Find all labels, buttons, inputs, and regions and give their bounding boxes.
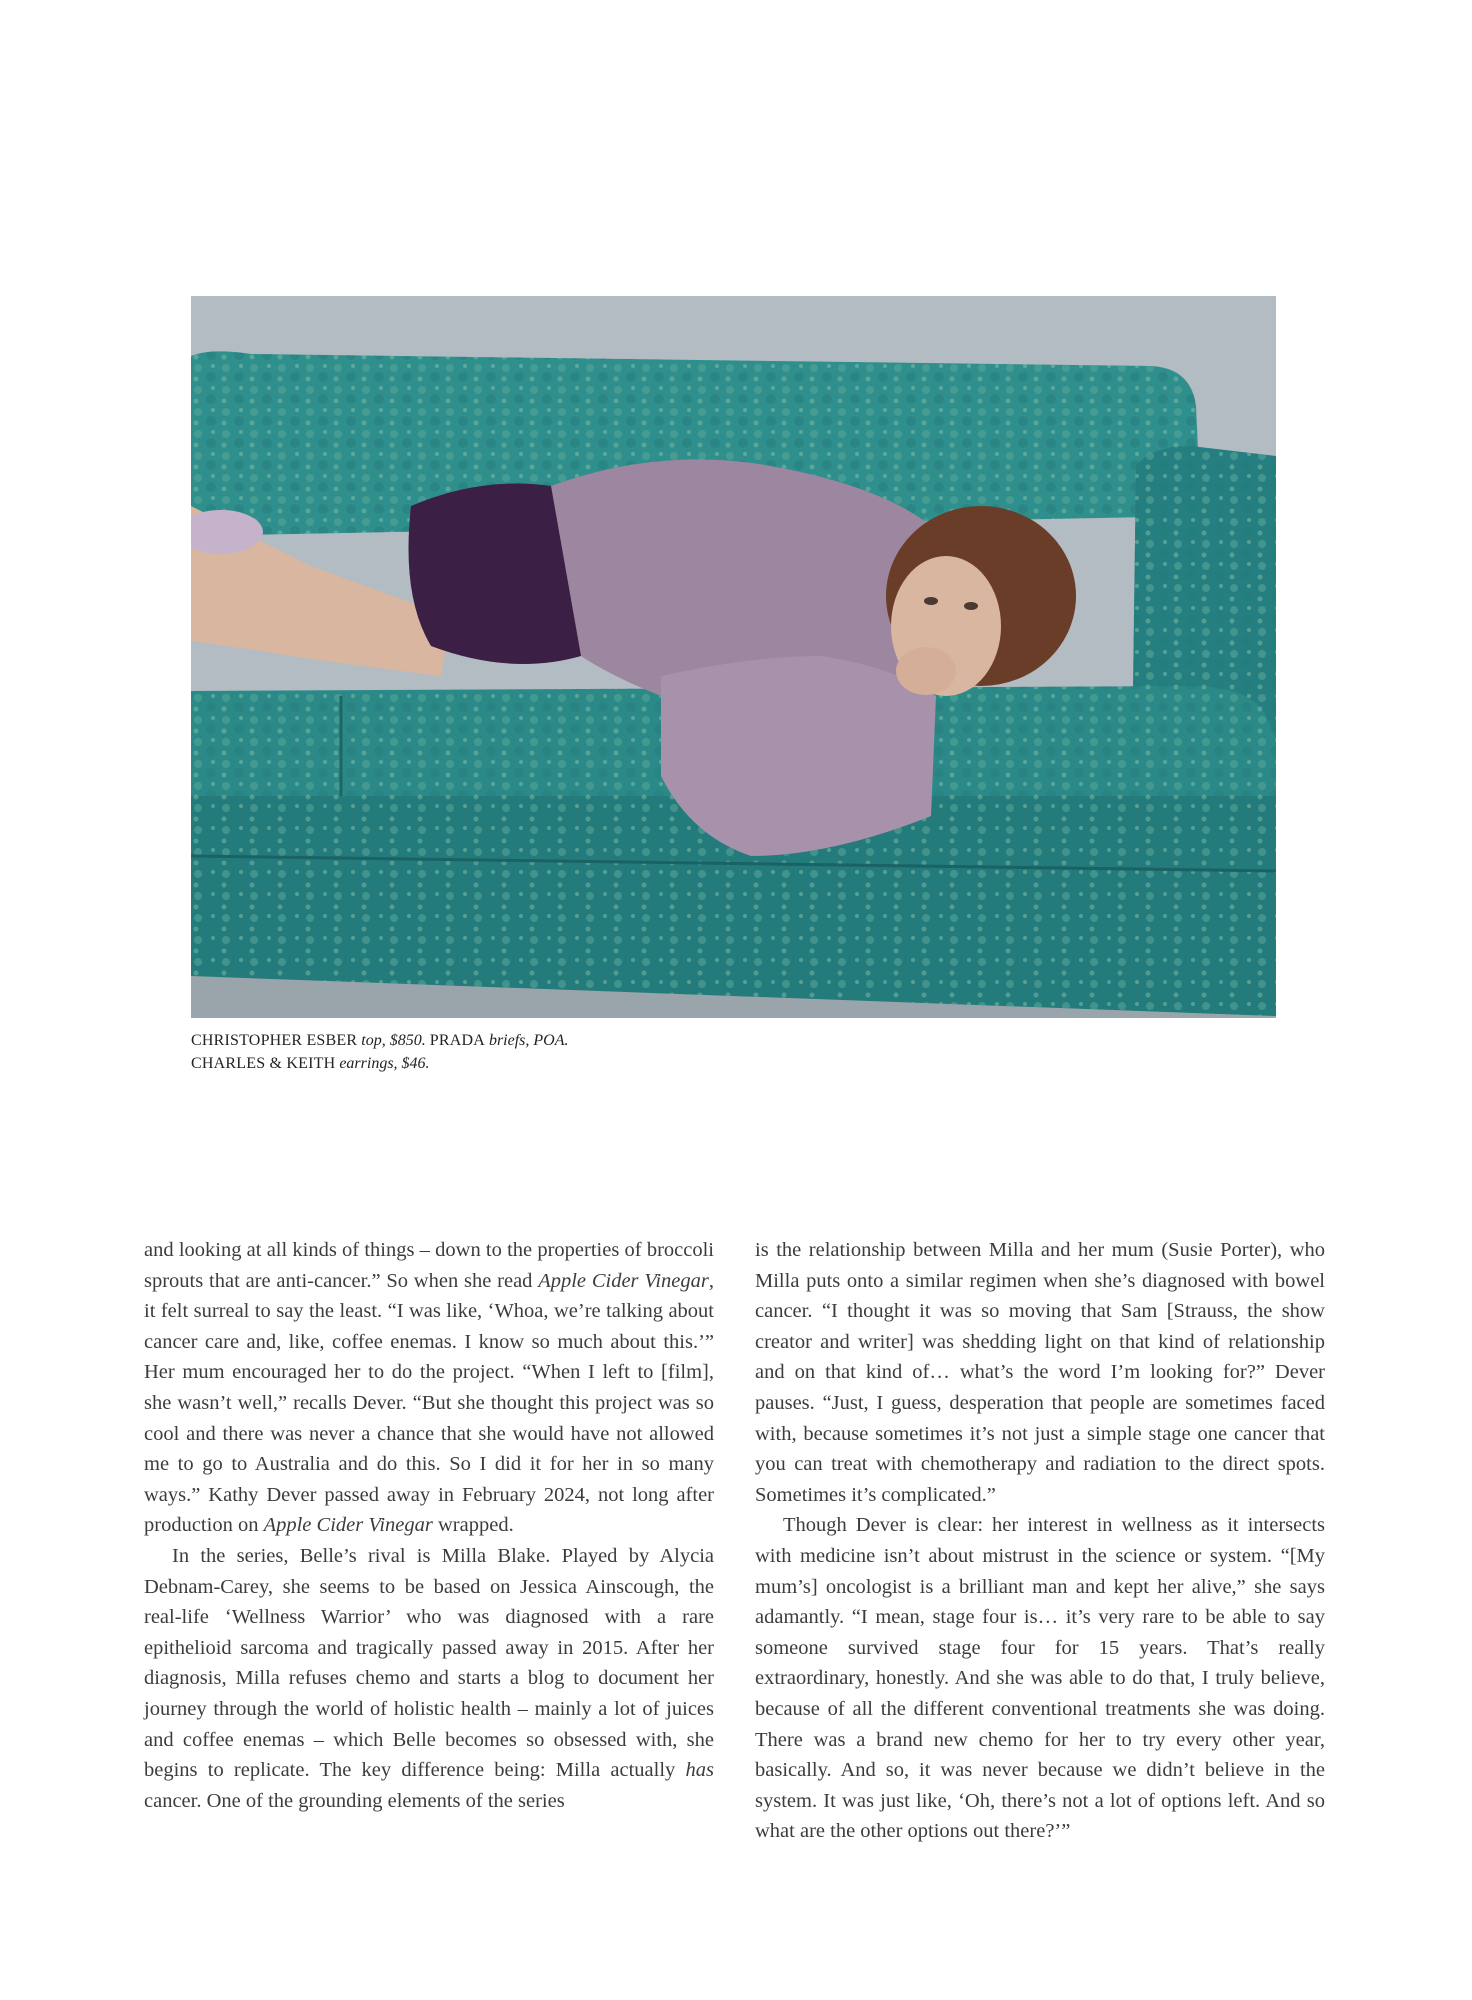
body-text: and looking at all kinds of things – down to the properties of broccoli sprouts that are anti-cancer.” So when she read bbox=[144, 1239, 714, 1292]
article-paragraph bbox=[755, 1510, 1325, 1847]
caption-detail: earrings, $46. bbox=[335, 1055, 430, 1072]
hand bbox=[896, 647, 956, 695]
italic-title: Apple Cider Vinegar bbox=[263, 1514, 433, 1537]
caption-brand: PRADA bbox=[429, 1032, 485, 1049]
body-text: is the relationship between Milla and her mum (Susie Porter), who Milla puts onto a similar regimen when she’s diagnosed with bowel cancer. “I thought it was so moving that Sam [Strauss, the show creator and writer] was shedding light on that kind of relationship and on that kind of… what’s the word I’m looking for?” Dever pauses. “Just, I guess, desperation that people are sometimes faced with, because sometimes it’s not just a simple stage one cancer that you can treat with chemotherapy and radiation to the direct spots. Sometimes it’s complicated.” bbox=[755, 1239, 1325, 1506]
caption-brand: CHRISTOPHER ESBER bbox=[191, 1032, 358, 1049]
caption-brand: CHARLES & KEITH bbox=[191, 1055, 336, 1072]
caption-detail: top, $850. bbox=[357, 1032, 430, 1049]
body-text: wrapped. bbox=[432, 1514, 514, 1537]
body-text: In the series, Belle’s rival is Milla Blake. Played by Alycia Debnam-Carey, she seems to be based on Jessica Ainscough, the real-life ‘Wellness Warrior’ who was diagnosed with a rare epithelioid sarcoma and tragically passed away in 2015. After her diagnosis, Milla refuses chemo and starts a blog to document her journey through the world of holistic health – mainly a lot of juices and coffee enemas – which Belle becomes so obsessed with, she begins to replicate. The key difference being: Milla actually bbox=[144, 1544, 714, 1782]
article-column-left bbox=[144, 1235, 714, 1816]
article-column-right bbox=[755, 1235, 1325, 1847]
article-paragraph bbox=[755, 1235, 1325, 1510]
body-text: , it felt surreal to say the least. “I was like, ‘Whoa, we’re talking about cancer care and, like, coffee enemas. I know so much about this.’” Her mum encouraged her to do the project. “When I left to [film], she wasn’t well,” recalls Dever. “But she thought this project was so cool and there was never a chance that she would have not allowed me to go to Australia and do this. So I did it for her in so many ways.” Kathy Dever passed away in February 2024, not long after production on bbox=[144, 1269, 714, 1537]
caption-line-2 bbox=[191, 1052, 891, 1075]
editorial-photo bbox=[191, 296, 1276, 1018]
caption-line-1 bbox=[191, 1029, 891, 1052]
italic-title: Apple Cider Vinegar bbox=[538, 1269, 709, 1292]
article-paragraph bbox=[144, 1541, 714, 1816]
caption-detail: briefs, POA. bbox=[484, 1032, 569, 1049]
italic-title: has bbox=[685, 1759, 714, 1782]
sleeve bbox=[661, 656, 936, 856]
photo-caption bbox=[191, 1029, 891, 1075]
article-paragraph bbox=[144, 1235, 714, 1541]
body-text: Though Dever is clear: her interest in wellness as it intersects with medicine isn’t about mistrust in the science or system. “[My mum’s] oncologist is a brilliant man and kept her alive,” she says adamantly. “I mean, stage four is… it’s very rare to be able to say someone survived stage four for 15 years. That’s really extraordinary, honestly. And she was able to do that, I truly believe, because of all the different conventional treatments she was doing. There was a brand new chemo for her to try every other year, basically. And so, it was never because we didn’t believe in the system. It was just like, ‘Oh, there’s not a lot of options left. And so what are the other options out there?’” bbox=[755, 1514, 1325, 1843]
body-text: cancer. One of the grounding elements of the series bbox=[144, 1789, 565, 1812]
photo-illustration bbox=[191, 296, 1276, 1018]
